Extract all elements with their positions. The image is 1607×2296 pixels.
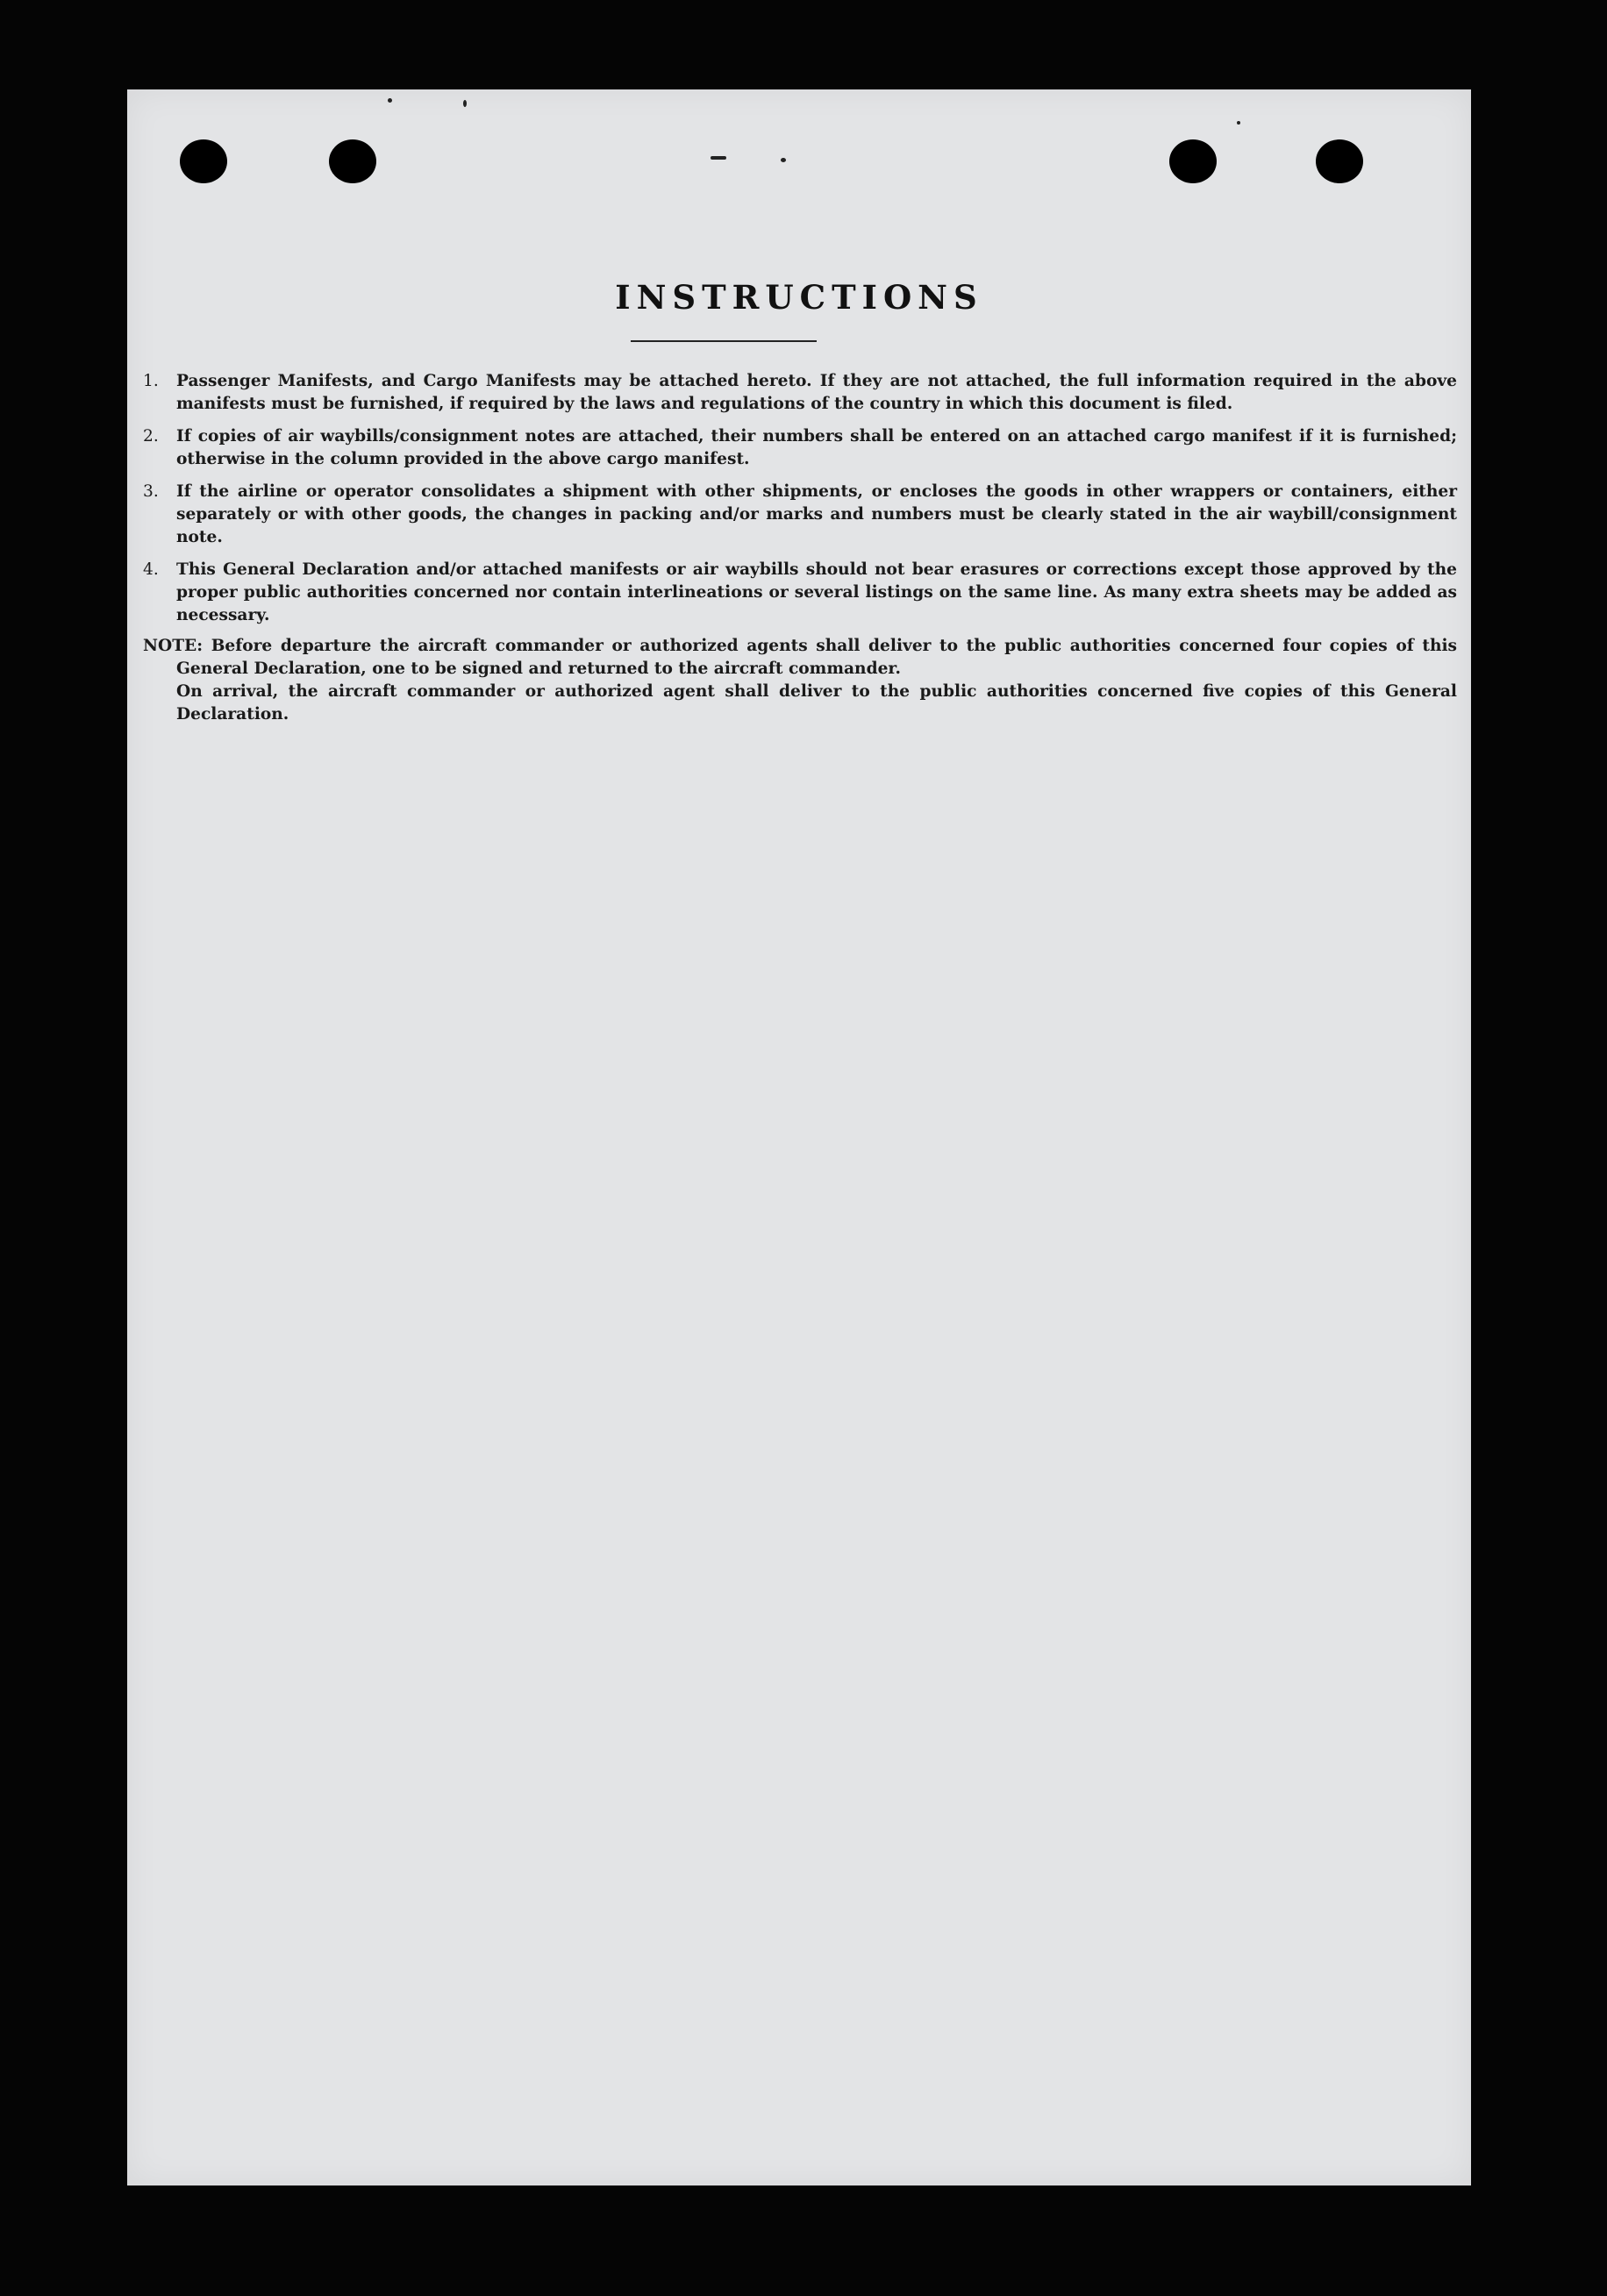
scan-speck bbox=[711, 156, 726, 160]
instruction-item bbox=[143, 481, 1457, 549]
instruction-text: If the airline or operator consolidates a shipment with other shipments, or encloses the goods in other wrappers or containers, either separately or with other goods, the changes in packing and/or marks and numbers must be clearly stated in the air waybill/consignment note. bbox=[176, 482, 1457, 546]
instruction-text: Passenger Manifests, and Cargo Manifests may be attached hereto. If they are not attached, the full information required in the above manifests must be furnished, if required by the laws and regulations of the country in which this document is filed. bbox=[176, 372, 1457, 413]
instruction-text: This General Declaration and/or attached manifests or air waybills should not bear erasures or corrections except those approved by the proper public authorities concerned nor contain interlineations or several listings on the same line. As many extra sheets may be added as necessary. bbox=[176, 560, 1457, 624]
instruction-item bbox=[143, 370, 1457, 416]
instructions-list bbox=[143, 370, 1457, 637]
instruction-number: 2. bbox=[143, 427, 159, 446]
scan-speck bbox=[463, 100, 467, 107]
note-block bbox=[143, 635, 1457, 726]
punch-hole bbox=[1169, 139, 1217, 183]
instruction-item bbox=[143, 425, 1457, 471]
instruction-number: 4. bbox=[143, 560, 159, 579]
note-label: NOTE: bbox=[143, 637, 204, 655]
note-line-departure bbox=[143, 635, 1457, 681]
instruction-number: 3. bbox=[143, 482, 159, 501]
punch-hole bbox=[1316, 139, 1363, 183]
page-title: INSTRUCTIONS bbox=[615, 278, 983, 317]
document-sheet bbox=[127, 89, 1471, 2185]
note-departure-text: Before departure the aircraft commander or authorized agents shall deliver to the public authorities concerned four copies of this General Declaration, one to be signed and returned to the aircraft commander. bbox=[176, 637, 1457, 678]
title-underline bbox=[631, 340, 817, 342]
scan-speck bbox=[388, 98, 392, 103]
punch-hole bbox=[180, 139, 227, 183]
instruction-text: If copies of air waybills/consignment notes are attached, their numbers shall be entered on an attached cargo manifest if it is furnished; otherwise in the column provided in the above cargo manifest. bbox=[176, 427, 1457, 468]
instruction-item bbox=[143, 559, 1457, 627]
note-line-arrival: On arrival, the aircraft commander or authorized agent shall deliver to the public authorities concerned five copies of this General Declaration. bbox=[176, 682, 1457, 724]
scan-speck bbox=[781, 158, 786, 162]
scan-speck bbox=[1237, 121, 1240, 125]
punch-hole bbox=[329, 139, 376, 183]
instruction-number: 1. bbox=[143, 372, 159, 390]
